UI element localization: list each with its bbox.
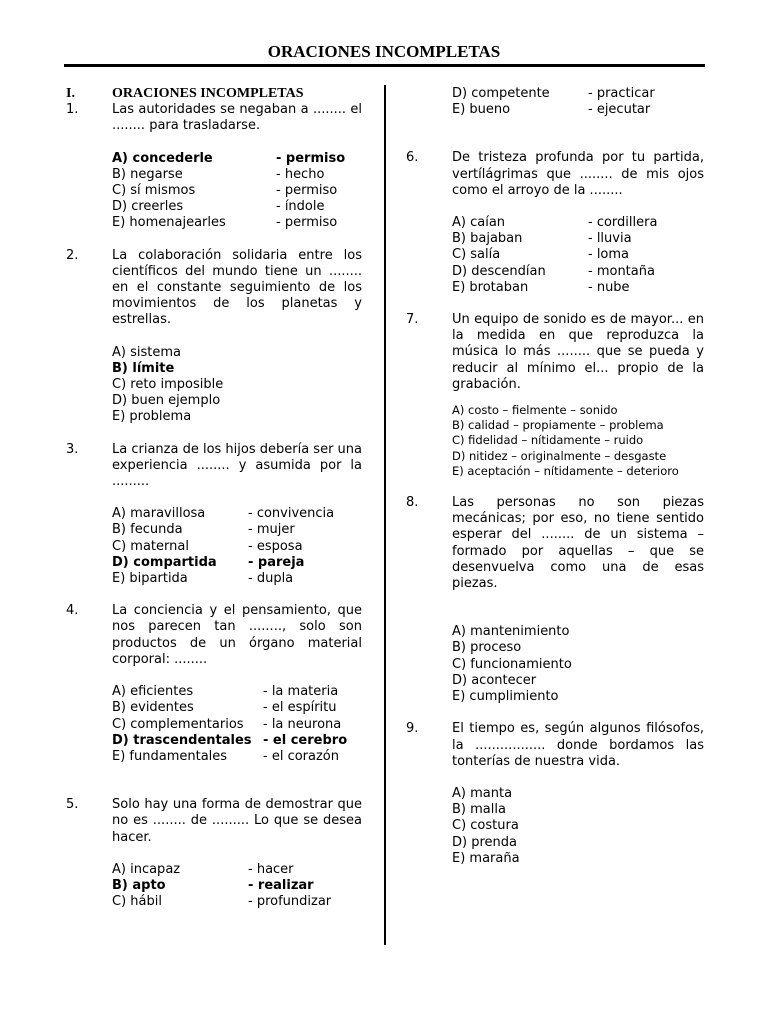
options [112, 862, 362, 911]
options [112, 684, 362, 765]
option-c: C) fidelidad – nítidamente – ruido [452, 433, 644, 448]
question-stem: El tiempo es, según algunos filósofos, la ................. donde bordamos las tonterías de nuestra vida. [452, 721, 704, 769]
question-6 [406, 150, 704, 296]
question-8 [406, 495, 704, 705]
options [452, 624, 704, 705]
question-1 [66, 102, 362, 231]
option-d: D) competente - practicar [452, 86, 655, 101]
right-column [406, 86, 704, 867]
option-d: D) creerles - índole [112, 199, 325, 215]
question-number: 8. [406, 495, 419, 511]
question-number: 7. [406, 312, 419, 328]
option-d: D) compartida - pareja [112, 554, 305, 570]
option-b: B) fecunda - mujer [112, 522, 295, 538]
option-e: E) bueno - ejecutar [452, 102, 651, 118]
question-number: 1. [66, 102, 79, 118]
option-b: B) negarse - hecho [112, 166, 325, 182]
question-stem: De tristeza profunda por tu partida, vertílágrimas que ........ de mis ojos como el arroyo de la ........ [452, 150, 704, 198]
option-e: E) homenajearles - permiso [112, 215, 338, 231]
options [452, 215, 704, 296]
option-d: D) nitidez – originalmente – desgaste [452, 448, 667, 463]
option-a: A) mantenimiento [452, 624, 570, 640]
question-number: 4. [66, 603, 79, 619]
question-7 [406, 312, 704, 479]
question-5 [66, 797, 362, 910]
option-d: D) trascendentales - el cerebro [112, 732, 348, 748]
option-e: E) maraña [452, 850, 520, 866]
option-b: B) proceso [452, 640, 522, 656]
option-c: C) complementarios - la neurona [112, 716, 342, 732]
option-d: D) prenda [452, 834, 517, 850]
question-stem: Las autoridades se negaban a ........ el ........ para trasladarse. [112, 102, 362, 134]
question-number: 6. [406, 150, 419, 166]
question-number: 3. [66, 441, 79, 457]
option-a: A) manta [452, 785, 513, 801]
question-number: 2. [66, 247, 79, 263]
section-title: ORACIONES INCOMPLETAS [112, 86, 304, 101]
option-d: D) buen ejemplo [112, 393, 221, 409]
option-a: A) costo – fielmente – sonido [452, 403, 618, 418]
option-c: C) funcionamiento [452, 656, 572, 672]
options [112, 151, 362, 232]
option-e: E) cumplimiento [452, 689, 559, 705]
question-5-continued [406, 86, 704, 118]
question-stem: La conciencia y el pensamiento, que nos parecen tan ........, solo son productos de un órgano material corporal: ........ [112, 603, 362, 667]
question-stem: Un equipo de sonido es de mayor... en la medida en que reproduzca la música lo más ........ que se pueda y reducir al mínimo el... propio de la grabación. [452, 312, 704, 392]
option-e: E) brotaban - nube [452, 279, 630, 295]
option-e: E) problema [112, 409, 192, 425]
option-b: B) calidad – propiamente – problema [452, 418, 664, 433]
option-b: B) bajaban - lluvia [452, 231, 632, 247]
page-title: ORACIONES INCOMPLETAS [267, 42, 501, 61]
option-a: A) concederle - permiso [112, 150, 346, 166]
option-c: C) reto imposible [112, 377, 224, 393]
option-a: A) incapaz - hacer [112, 861, 294, 877]
question-number: 5. [66, 797, 79, 813]
option-b: B) evidentes - el espíritu [112, 700, 337, 716]
question-2 [66, 248, 362, 426]
option-c: C) costura [452, 818, 519, 834]
option-a: A) caían - cordillera [452, 215, 658, 231]
column-divider [384, 85, 386, 945]
question-number: 9. [406, 721, 419, 737]
question-3 [66, 442, 362, 588]
option-d: D) descendían - montaña [452, 263, 655, 279]
question-stem: Solo hay una forma de demostrar que no es ........ de ......... Lo que se desea hacer. [112, 797, 362, 845]
question-stem: La colaboración solidaria entre los científicos del mundo tiene un ........ en el constante seguimiento de los movimientos de los planetas y estrellas. [112, 247, 362, 328]
option-d: D) acontecer [452, 672, 537, 688]
option-b: B) malla [452, 802, 506, 818]
question-stem: Las personas no son piezas mecánicas; por eso, no tiene sentido esperar del ........ de un sistema – formado por aquellas – que se desenvuelva como una de esas piezas. [452, 495, 704, 592]
option-b: B) apto - realizar [112, 877, 314, 893]
options [112, 345, 362, 426]
option-e: E) bipartida - dupla [112, 571, 294, 587]
left-column [66, 86, 362, 910]
options [452, 786, 704, 867]
title-underline [64, 64, 705, 67]
options [112, 506, 362, 587]
option-a: A) maravillosa - convivencia [112, 506, 335, 522]
question-4 [66, 603, 362, 765]
question-stem: La crianza de los hijos debería ser una experiencia ........ y asumida por la ......... [112, 441, 362, 490]
options [452, 403, 704, 479]
option-c: C) sí mismos - permiso [112, 183, 338, 199]
option-b: B) límite [112, 360, 175, 376]
option-c: C) maternal - esposa [112, 538, 303, 554]
option-e: E) fundamentales - el corazón [112, 748, 339, 764]
option-c: C) hábil - profundizar [112, 894, 332, 910]
section-number: I. [66, 86, 75, 101]
section-heading [66, 86, 362, 102]
option-e: E) aceptación – nítidamente – deterioro [452, 463, 679, 478]
option-c: C) salía - loma [452, 247, 630, 263]
question-9 [406, 721, 704, 867]
option-a: A) eficientes - la materia [112, 684, 339, 700]
option-a: A) sistema [112, 344, 181, 360]
